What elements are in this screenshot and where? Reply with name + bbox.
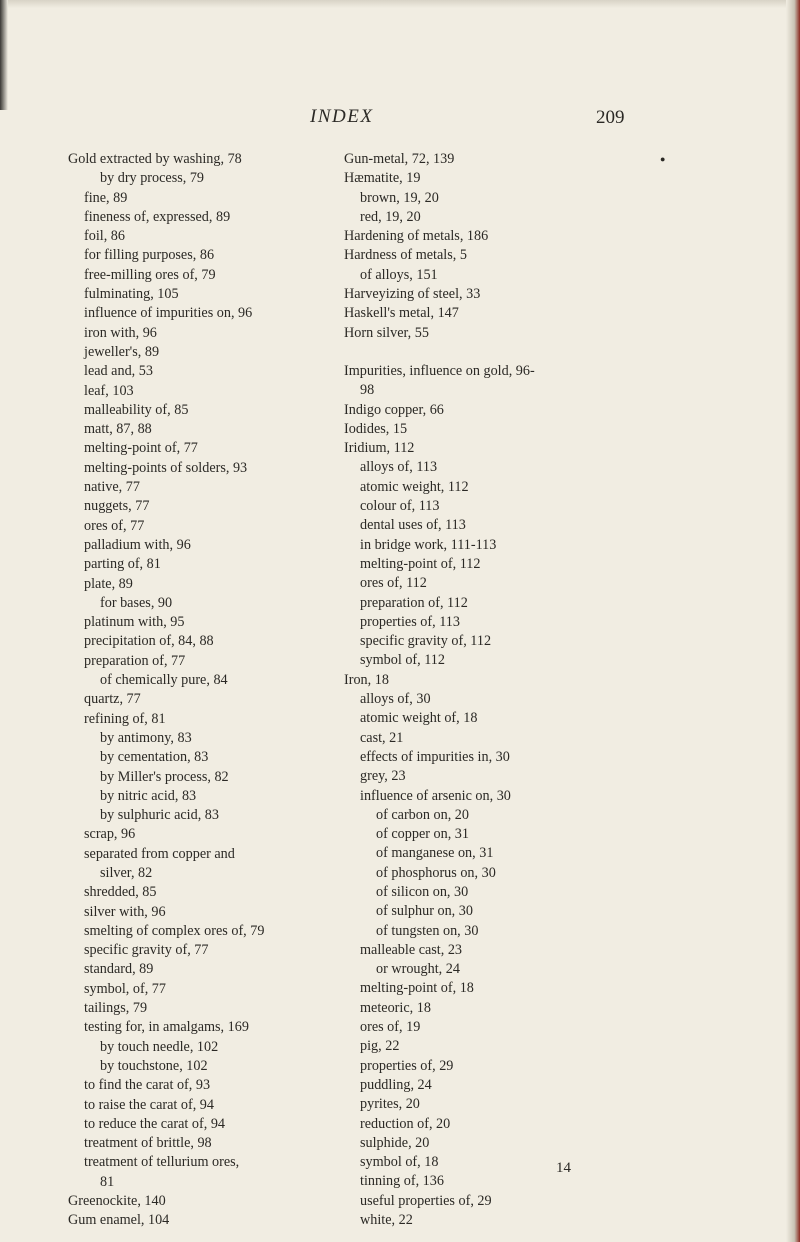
index-entry: free-milling ores of, 79: [84, 266, 216, 283]
index-entry: matt, 87, 88: [84, 421, 152, 438]
index-entry: melting-point of, 18: [360, 980, 474, 997]
index-entry: effects of impurities in, 30: [360, 748, 510, 765]
page-title: INDEX: [310, 106, 374, 127]
index-entry: melting-point of, 77: [84, 440, 198, 457]
page-edge-top: [0, 0, 800, 8]
index-entry: influence of arsenic on, 30: [360, 787, 511, 804]
index-entry: treatment of tellurium ores,: [84, 1154, 240, 1171]
index-entry: fine, 89: [84, 189, 128, 206]
index-entry: pyrites, 20: [360, 1096, 420, 1113]
index-entry: properties of, 113: [360, 613, 460, 630]
index-entry: silver with, 96: [84, 903, 166, 920]
index-entry: of phosphorus on, 30: [376, 864, 496, 881]
index-entry: by cementation, 83: [100, 749, 209, 766]
index-entry: refining of, 81: [84, 710, 166, 727]
index-entry: foil, 86: [84, 228, 125, 245]
index-entry: smelting of complex ores of, 79: [84, 922, 265, 939]
index-entry: influence of impurities on, 96: [84, 305, 253, 322]
index-entry: palladium with, 96: [84, 536, 191, 553]
index-entry: cast, 21: [360, 729, 404, 746]
index-entry: by nitric acid, 83: [100, 787, 197, 804]
page-edge-right: [786, 0, 800, 1242]
index-entry: red, 19, 20: [360, 208, 421, 225]
index-entry: puddling, 24: [360, 1076, 432, 1093]
index-entry: Gun-metal, 72, 139: [344, 151, 455, 167]
index-entry: grey, 23: [360, 768, 406, 785]
index-entry: atomic weight of, 18: [360, 710, 478, 727]
index-entry: properties of, 29: [360, 1057, 454, 1074]
index-entry: Haskell's metal, 147: [344, 305, 459, 322]
index-entry: of manganese on, 31: [376, 845, 494, 862]
index-entry: platinum with, 95: [84, 614, 185, 631]
index-entry: alloys of, 113: [360, 459, 438, 476]
index-entry: for filling purposes, 86: [84, 247, 215, 264]
index-entry: scrap, 96: [84, 826, 136, 843]
index-entry: white, 22: [360, 1212, 413, 1229]
index-entry: Hardness of metals, 5: [344, 247, 467, 264]
index-entry: by touchstone, 102: [100, 1057, 208, 1074]
index-entry: colour of, 113: [360, 498, 440, 515]
index-spacer: [344, 343, 636, 362]
index-entry: symbol, of, 77: [84, 980, 166, 997]
index-entry: for bases, 90: [100, 594, 173, 611]
index-entry: testing for, in amalgams, 169: [84, 1019, 249, 1036]
index-entry: of chemically pure, 84: [100, 672, 228, 689]
index-entry: parting of, 81: [84, 556, 161, 573]
index-entry: of copper on, 31: [376, 826, 469, 843]
index-entry: tailings, 79: [84, 1000, 148, 1017]
index-entry: ores of, 112: [360, 575, 427, 592]
index-entry: reduction of, 20: [360, 1115, 451, 1132]
index-entry: shredded, 85: [84, 884, 157, 901]
index-entry: Iridium, 112: [344, 440, 415, 457]
index-entry: preparation of, 112: [360, 594, 468, 611]
index-entry: specific gravity of, 112: [360, 633, 492, 650]
index-entry: melting-point of, 112: [360, 555, 481, 572]
index-entry: to raise the carat of, 94: [84, 1096, 214, 1113]
index-entry: by dry process, 79: [100, 170, 205, 187]
index-entry: separated from copper and: [84, 845, 235, 862]
index-entry: 98: [360, 382, 375, 399]
index-column-left: [68, 150, 330, 1231]
index-entry: preparation of, 77: [84, 652, 186, 669]
index-entry: malleable cast, 23: [360, 941, 463, 958]
index-entry: Iron, 18: [344, 671, 389, 688]
index-entry: Greenockite, 140: [68, 1193, 166, 1210]
index-entry: of silicon on, 30: [376, 883, 469, 900]
index-entry: meteoric, 18: [360, 999, 431, 1016]
index-entry: fulminating, 105: [84, 286, 179, 303]
index-entry: useful properties of, 29: [360, 1192, 492, 1209]
bullet-mark: ●: [660, 154, 666, 164]
index-entry: Gold extracted by washing, 78: [68, 151, 242, 167]
index-entry: tinning of, 136: [360, 1173, 444, 1190]
index-entry: alloys of, 30: [360, 691, 431, 708]
index-entry: by antimony, 83: [100, 729, 192, 746]
index-entry: of carbon on, 20: [376, 806, 469, 823]
index-entry: Hæmatite, 19: [344, 170, 421, 187]
index-entry: of alloys, 151: [360, 266, 438, 283]
index-column-right: [344, 150, 636, 1230]
index-entry: Hardening of metals, 186: [344, 228, 489, 245]
index-entry: quartz, 77: [84, 691, 141, 708]
index-entry: ores of, 19: [360, 1019, 421, 1036]
index-entry: specific gravity of, 77: [84, 942, 209, 959]
index-entry: ores of, 77: [84, 517, 145, 534]
index-entry: by Miller's process, 82: [100, 768, 229, 785]
index-entry: Impurities, influence on gold, 96-: [344, 362, 535, 379]
index-entry: native, 77: [84, 479, 140, 496]
index-entry: melting-points of solders, 93: [84, 459, 248, 476]
index-entry: Gum enamel, 104: [68, 1212, 170, 1229]
index-entry: Iodides, 15: [344, 420, 408, 437]
index-entry: in bridge work, 111-113: [360, 536, 497, 553]
index-entry: standard, 89: [84, 961, 154, 978]
index-entry: fineness of, expressed, 89: [84, 208, 231, 225]
page-edge-left: [0, 0, 8, 110]
index-entry: leaf, 103: [84, 382, 134, 399]
index-entry: iron with, 96: [84, 324, 157, 341]
index-entry: or wrought, 24: [376, 961, 460, 978]
page-number: 209: [596, 107, 625, 128]
index-entry: by sulphuric acid, 83: [100, 807, 219, 824]
index-entry: dental uses of, 113: [360, 517, 466, 534]
index-entry: nuggets, 77: [84, 498, 150, 515]
index-entry: Horn silver, 55: [344, 324, 429, 341]
index-entry: Indigo copper, 66: [344, 401, 444, 418]
index-entry: silver, 82: [100, 864, 153, 881]
index-entry: symbol of, 18: [360, 1154, 439, 1171]
index-entry: malleability of, 85: [84, 401, 189, 418]
index-entry: lead and, 53: [84, 363, 153, 380]
index-entry: of tungsten on, 30: [376, 922, 479, 939]
index-entry: of sulphur on, 30: [376, 903, 473, 920]
index-entry: atomic weight, 112: [360, 478, 469, 495]
signature-mark: 14: [556, 1160, 571, 1176]
index-entry: symbol of, 112: [360, 652, 445, 669]
index-entry: sulphide, 20: [360, 1134, 430, 1151]
index-entry: pig, 22: [360, 1038, 400, 1055]
index-entry: to find the carat of, 93: [84, 1077, 211, 1094]
index-entry: by touch needle, 102: [100, 1038, 219, 1055]
index-entry: plate, 89: [84, 575, 133, 592]
index-entry: Harveyizing of steel, 33: [344, 286, 481, 303]
index-entry: to reduce the carat of, 94: [84, 1115, 226, 1132]
index-entry: precipitation of, 84, 88: [84, 633, 214, 650]
index-entry: brown, 19, 20: [360, 189, 439, 206]
index-entry: jeweller's, 89: [84, 343, 160, 360]
index-entry: 81: [100, 1173, 115, 1190]
index-entry: treatment of brittle, 98: [84, 1135, 212, 1152]
